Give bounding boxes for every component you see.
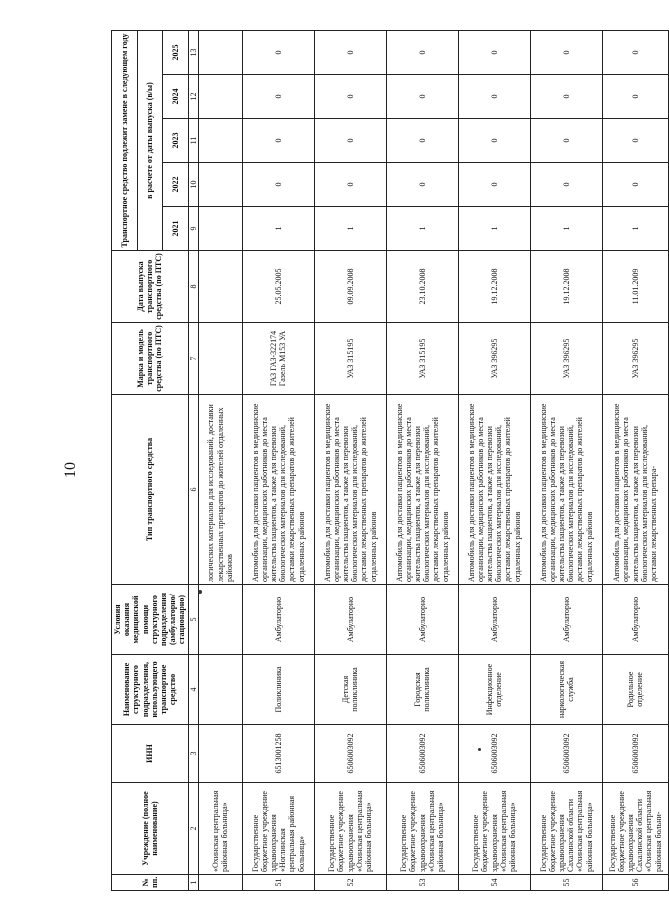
header-year: 2023 [163, 119, 189, 163]
column-number: 8 [188, 251, 198, 323]
row-y2021: 1 [242, 207, 314, 251]
row-release-date: 09.09.2008 [314, 251, 386, 323]
column-number: 6 [188, 395, 198, 585]
vehicle-table [111, 30, 669, 891]
row-conditions: Амбулаторно [242, 585, 314, 655]
row-num: 55 [530, 875, 602, 891]
row-vehicle-type: Автомобиль для доставки пациентов в медицинские организации, медицинских работников до места жительства пациентов, а также для перевозки биологических материалов для исследований, доставки лекарственных препаратов до жителей отдаленных районов [314, 395, 386, 585]
row-inn: 6506003092 [386, 725, 458, 783]
row-vehicle-type: Автомобиль для доставки пациентов в медицинские организации, медицинских работников до места жительства пациентов, а также для перевозки биологических материалов для исследований, доставки лекарственных препаратов до жителей отдаленных районов [458, 395, 530, 585]
row-num: 56 [602, 875, 668, 891]
column-number: 3 [188, 725, 198, 783]
continuation-institution: «Охинская центральная районная больница» [198, 783, 242, 875]
row-num: 53 [386, 875, 458, 891]
table-row [386, 30, 458, 890]
row-y2022: 0 [242, 163, 314, 207]
row-brand: УАЗ 396295 [602, 323, 668, 395]
row-institution: Государственное бюджетное учреждение здравоохранения «Охинская центральная районная больница» [458, 783, 530, 875]
row-unit: Детская поликлиника [314, 655, 386, 725]
row-conditions: Амбулаторно [602, 585, 668, 655]
row-y2025: 0 [386, 30, 458, 74]
column-number: 9 [188, 207, 198, 251]
row-inn: 6506003092 [314, 725, 386, 783]
row-release-date: 23.10.2008 [386, 251, 458, 323]
table-row [602, 30, 668, 890]
row-y2022: 0 [458, 163, 530, 207]
row-release-date: 19.12.2008 [530, 251, 602, 323]
row-unit: Городская поликлиника [386, 655, 458, 725]
row-brand: УАЗ 396295 [530, 323, 602, 395]
row-num: 51 [242, 875, 314, 891]
row-release-date: 25.05.2005 [242, 251, 314, 323]
row-y2021: 1 [458, 207, 530, 251]
column-number: 5 [188, 585, 198, 655]
row-y2025: 0 [458, 30, 530, 74]
row-release-date: 11.01.2009 [602, 251, 668, 323]
column-number: 12 [188, 75, 198, 119]
header-inn: ИНН [112, 725, 189, 783]
row-brand: УАЗ 315195 [314, 323, 386, 395]
row-conditions: Амбулаторно [386, 585, 458, 655]
column-number: 1 [188, 875, 198, 891]
header-year: 2024 [163, 75, 189, 119]
row-institution: Государственное бюджетное учреждение здравоохранения Сахалинской области «Охинская центральная районная больни- [602, 783, 668, 875]
row-unit: Поликлиника [242, 655, 314, 725]
row-y2025: 0 [314, 30, 386, 74]
header-institution: Учреждение (полное наименование) [112, 783, 189, 875]
row-institution: Государственное бюджетное учреждение здравоохранения «Охинская центральная районная больница» [314, 783, 386, 875]
row-institution: Государственное бюджетное учреждение здравоохранения «Ноглинская центральная районная больница» [242, 783, 314, 875]
header-year: 2022 [163, 163, 189, 207]
row-inn: 6513001258 [242, 725, 314, 783]
row-conditions: Амбулаторно [530, 585, 602, 655]
column-number: 10 [188, 163, 198, 207]
column-number: 4 [188, 655, 198, 725]
row-y2021: 1 [314, 207, 386, 251]
continuation-vehicle-type: логических материалов для исследований, доставки лекарственных препаратов до жителей отдаленных районов [198, 395, 242, 585]
header-unit: Наименование структурного подразделения, использующего транспортное средство [112, 655, 189, 725]
row-inn: 6506003092 [530, 725, 602, 783]
row-y2025: 0 [530, 30, 602, 74]
page-number: 10 [62, 462, 79, 478]
continuation-row [198, 30, 242, 890]
row-y2022: 0 [386, 163, 458, 207]
row-brand: УАЗ 315195 [386, 323, 458, 395]
row-y2023: 0 [530, 119, 602, 163]
row-institution: Государственное бюджетное учреждение здравоохранения Сахалинской области «Охинская центральная районная больница» [530, 783, 602, 875]
row-y2023: 0 [602, 119, 668, 163]
row-vehicle-type: Автомобиль для доставки пациентов в медицинские организации, медицинских работников до места жительства пациентов, а также для перевозки биологических материалов для исследований, доставки лекарственных препаратов до жителей отдаленных районов [530, 395, 602, 585]
row-brand: УАЗ 396295 [458, 323, 530, 395]
row-y2024: 0 [458, 75, 530, 119]
table-row [314, 30, 386, 890]
header-term-group: Транспортное средство подлежит замене в следующем году [112, 30, 138, 250]
row-inn: 6506003092 [602, 725, 668, 783]
row-vehicle-type: Автомобиль для доставки пациентов в медицинские организации, медицинских работников до места жительства пациентов, а также для перевозки биологических материалов для исследований, доставки лекарственных препара- [602, 395, 668, 585]
scan-speck [478, 748, 481, 751]
row-conditions: Амбулаторно [314, 585, 386, 655]
row-y2024: 0 [530, 75, 602, 119]
table-row [530, 30, 602, 890]
row-institution: Государственное бюджетное учреждение здравоохранения «Охинская центральная районная больница» [386, 783, 458, 875]
row-y2024: 0 [242, 75, 314, 119]
table-row [242, 30, 314, 890]
header-year: 2021 [163, 207, 189, 251]
row-unit: Инфекционное отделение [458, 655, 530, 725]
row-unit: Родильное отделение [602, 655, 668, 725]
row-inn: 6506003092 [458, 725, 530, 783]
row-y2024: 0 [314, 75, 386, 119]
column-number: 11 [188, 119, 198, 163]
row-release-date: 19.12.2008 [458, 251, 530, 323]
row-brand: ГАЗ ГАЗ-322174 Газель М153 УА [242, 323, 314, 395]
scan-speck [198, 590, 202, 594]
column-number: 13 [188, 30, 198, 74]
row-y2023: 0 [242, 119, 314, 163]
header-release-date: Дата выпуска транспортного средства (по ПТС) [112, 251, 189, 323]
row-conditions: Амбулаторно [458, 585, 530, 655]
header-year: 2025 [163, 30, 189, 74]
row-vehicle-type: Автомобиль для доставки пациентов в медицинские организации, медицинских работников до места жительства пациентов, а также для перевозки биологических материалов для исследований, доставки лекарственных препаратов до жителей отдаленных районов [242, 395, 314, 585]
column-number: 2 [188, 783, 198, 875]
row-num: 52 [314, 875, 386, 891]
rotated-table-wrapper [111, 31, 663, 891]
row-vehicle-type: Автомобиль для доставки пациентов в медицинские организации, медицинских работников до места жительства пациентов, а также для перевозки биологических материалов для исследований, доставки лекарственных препаратов до жителей отдаленных районов [386, 395, 458, 585]
header-vehicle-type: Тип транспортного средства [112, 395, 189, 585]
header-term-sub: в расчете от даты выпуска (в/ы) [137, 30, 163, 250]
header-num: № пп. [112, 875, 189, 891]
row-y2023: 0 [458, 119, 530, 163]
header-brand: Марка и модель транспортного средства (по ПТС) [112, 323, 189, 395]
row-y2025: 0 [242, 30, 314, 74]
row-y2025: 0 [602, 30, 668, 74]
column-number: 7 [188, 323, 198, 395]
row-y2023: 0 [386, 119, 458, 163]
row-y2024: 0 [386, 75, 458, 119]
table-row [458, 30, 530, 890]
row-unit: наркологическая служба [530, 655, 602, 725]
row-y2024: 0 [602, 75, 668, 119]
row-y2022: 0 [530, 163, 602, 207]
row-y2022: 0 [314, 163, 386, 207]
row-y2021: 1 [386, 207, 458, 251]
row-y2022: 0 [602, 163, 668, 207]
row-y2021: 1 [602, 207, 668, 251]
row-y2023: 0 [314, 119, 386, 163]
header-conditions: Условия оказания медицинской помощи структурного подразделения (амбулаторно/ стационарно) [112, 585, 189, 655]
row-num: 54 [458, 875, 530, 891]
row-y2021: 1 [530, 207, 602, 251]
column-number-row [188, 30, 198, 890]
